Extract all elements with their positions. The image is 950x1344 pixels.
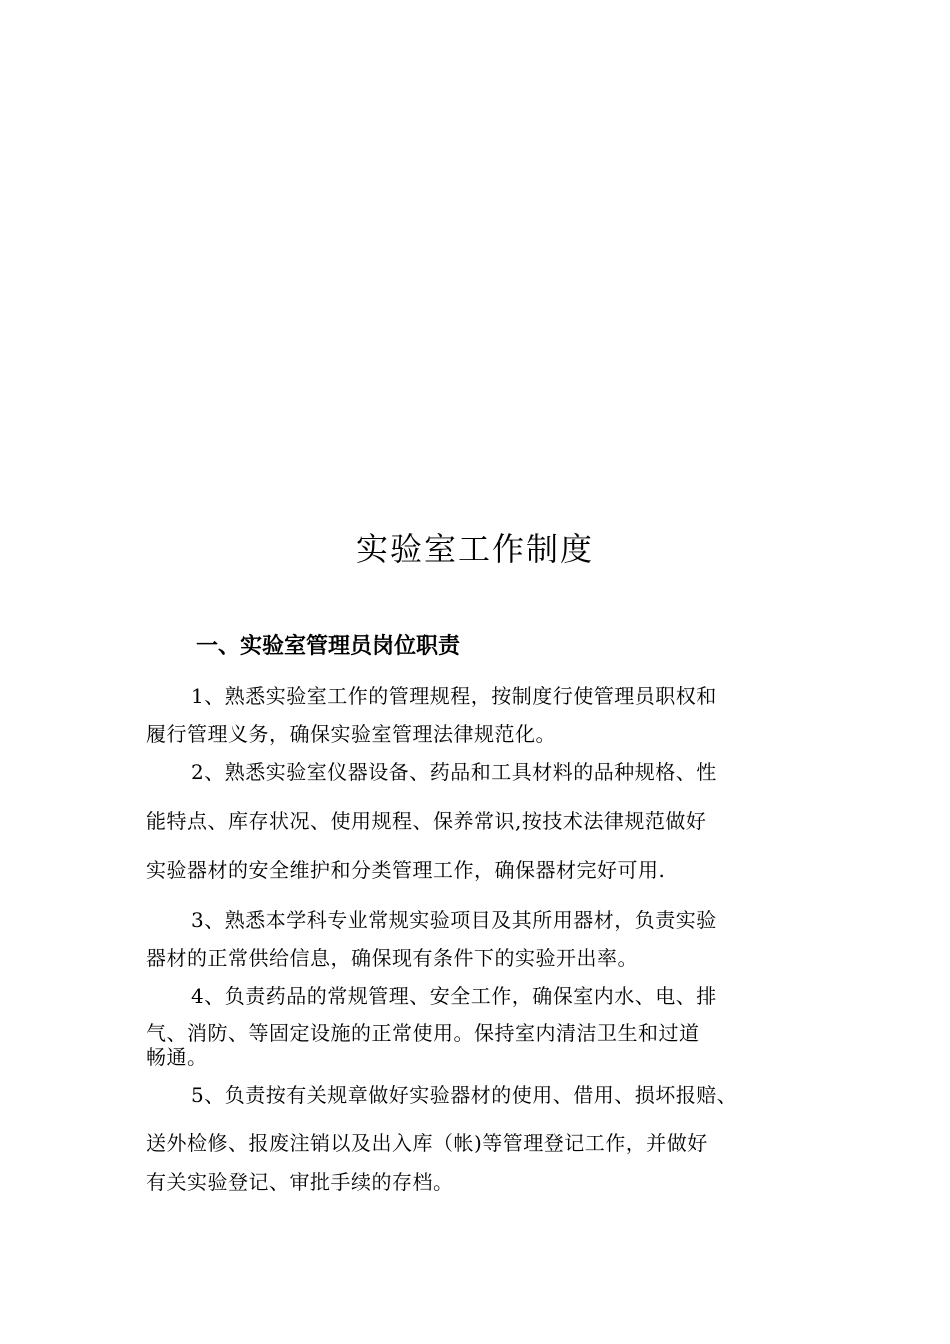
paragraph-4-line-2: 气、消防、等固定设施的正常使用。保持室内清洁卫生和过道 [146, 1021, 700, 1045]
paragraph-1-line-1: 1、熟悉实验室工作的管理规程，按制度行使管理员职权和 [191, 684, 717, 708]
paragraph-4-line-1: 4、负责药品的常规管理、安全工作，确保室内水、电、排 [191, 984, 717, 1008]
paragraph-2-line-2: 能特点、库存状况、使用规程、保养常识,按技术法律规范做好 [146, 809, 707, 833]
paragraph-2-line-3: 实验器材的安全维护和分类管理工作，确保器材完好可用. [146, 858, 666, 882]
section-heading: 一、实验室管理员岗位职责 [196, 634, 461, 659]
paragraph-3-line-1: 3、熟悉本学科专业常规实验项目及其所用器材，负责实验 [191, 908, 717, 932]
paragraph-5-line-1: 5、负责按有关规章做好实验器材的使用、借用、损坏报赔、 [191, 1083, 738, 1107]
paragraph-4-line-3: 畅通。 [146, 1045, 208, 1069]
paragraph-3-line-2: 器材的正常供给信息，确保现有条件下的实验开出率。 [146, 946, 638, 970]
paragraph-2-line-1: 2、熟悉实验室仪器设备、药品和工具材料的品种规格、性 [191, 760, 717, 784]
paragraph-1-line-2: 履行管理义务，确保实验室管理法律规范化。 [146, 722, 556, 746]
document-title: 实验室工作制度 [355, 530, 594, 568]
paragraph-5-line-2: 送外检修、报废注销以及出入库（帐)等管理登记工作，并做好 [146, 1131, 708, 1155]
paragraph-5-line-3: 有关实验登记、审批手续的存档。 [146, 1170, 454, 1194]
